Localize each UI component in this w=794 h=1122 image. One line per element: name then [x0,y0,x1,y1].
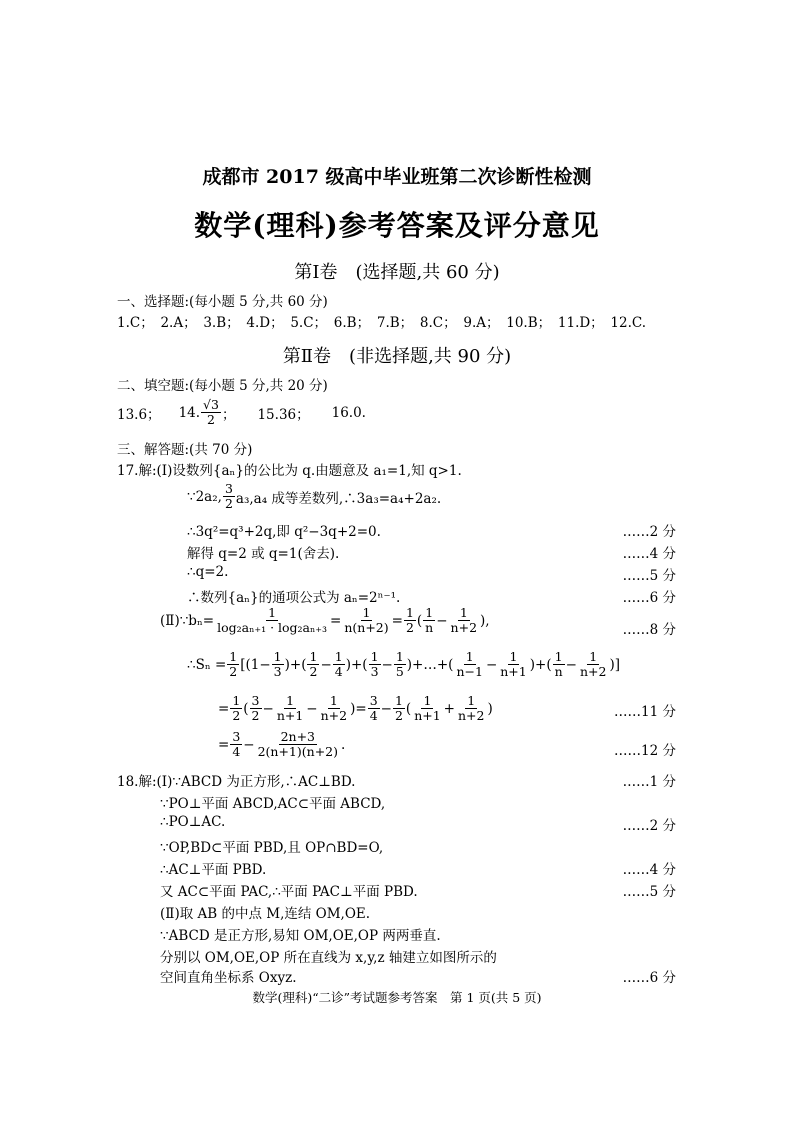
q17-line-3: ∴3q²=q³+2q,即 q²−3q+2=0. [187,524,381,540]
section-3-heading: 三、解答题:(共 70 分) [117,442,253,458]
page-footer: 数学(理科)“二诊”考试题参考答案 第 1 页(共 5 页) [252,990,542,1005]
q18-score-6: ……6 分 [622,970,676,986]
fill-in-answers [117,398,366,427]
answer-key-title: 数学(理科)参考答案及评分意见 [194,209,600,242]
volume-1-heading: 第Ⅰ卷 (选择题,共 60 分) [294,262,500,283]
q17-line-5: ∴q=2. [187,564,229,580]
volume-2-heading: 第Ⅱ卷 (非选择题,共 90 分) [282,346,512,367]
q18-score-1: ……1 分 [622,774,676,790]
q17-score-2: ……2 分 [622,524,676,540]
q17-score-5: ……5 分 [622,568,676,584]
q18-score-5: ……5 分 [622,884,676,900]
q17-line-4: 解得 q=2 或 q=1(舍去). [187,546,340,562]
q17-score-6: ……6 分 [622,590,676,606]
answer-16: 16.0. [331,404,366,421]
q18-line-2: ∵PO⊥平面 ABCD,AC⊂平面 ABCD, [160,796,386,812]
q18-line-10: 空间直角坐标系 Oxyz. [160,970,297,986]
q17-part2-line: (Ⅱ)∵bₙ= $\frac{1}{\text{log₂aₙ₊₁ · log₂aₙ₊₃}}$ = $\frac{1}{n(n+2)}$ = $\frac{1}{2}$ ( $\frac{1}{n}$ − $\frac{1}{n+2}$ ), [160,605,490,635]
q17-line-1: 17.解:(Ⅰ)设数列{aₙ}的公比为 q.由题意及 a₁=1,知 q>1. [117,463,462,479]
q17-score-11: ……11 分 [614,704,676,720]
q17-line-6: ∴数列{aₙ}的通项公式为 aₙ=2ⁿ⁻¹. [187,590,401,606]
section-2-heading: 二、填空题:(每小题 5 分,共 20 分) [117,378,328,394]
answer-15: 15.36； [257,406,310,423]
answer-14-suffix: ； [221,406,236,423]
q17-line-2: ∵2a₂, $\frac{3}{2}$ a₃,a₄ 成等差数列,∴3a₃=a₄+2a₂. [187,481,442,511]
q17-sum-line-3: = $\frac{3}{4}$ − $\frac{2n+3}{2(n+1)(n+2)}$ . [218,729,346,759]
q18-line-4: ∵OP,BD⊂平面 PBD,且 OP∩BD=O, [160,840,384,856]
q17-score-4: ……4 分 [622,546,676,562]
q18-score-4: ……4 分 [622,862,676,878]
answer-13: 13.6； [117,406,161,423]
exam-title: 成都市 2017 级高中毕业班第二次诊断性检测 [202,166,592,188]
q17-score-8: ……8 分 [622,622,676,638]
q18-line-9: 分别以 OM,OE,OP 所在直线为 x,y,z 轴建立如图所示的 [160,950,497,966]
q18-line-6: 又 AC⊂平面 PAC,∴平面 PAC⊥平面 PBD. [160,884,418,900]
q18-line-7: (Ⅱ)取 AB 的中点 M,连结 OM,OE. [160,906,371,922]
q18-line-8: ∵ABCD 是正方形,易知 OM,OE,OP 两两垂直. [160,928,441,944]
q17-score-12: ……12 分 [614,743,676,759]
q17-sum-line-1: ∴Sₙ = $\frac{1}{2}$ [(1− $\frac{1}{3}$ )+( $\frac{1}{2}$ − $\frac{1}{4}$ )+( $\frac{1}{3}$ − $\frac{1}{5}$ )+…+( $\frac{1}{n-1}$ − $\frac{1}{n+1}$ )+( $\frac{1}{n}$ − $\frac{1}{n+2}$ )] [187,649,620,679]
section-1-heading: 一、选择题:(每小题 5 分,共 60 分) [117,294,328,310]
answer-14-prefix: 14. [178,404,201,421]
q17-sum-line-2: = $\frac{1}{2}$ ( $\frac{3}{2}$ − $\frac{1}{n+1}$ − $\frac{1}{n+2}$ )= $\frac{3}{4}$ − $\frac{1}{2}$ ( $\frac{1}{n+1}$ + $\frac{1}{n+2}$ ) [218,693,493,723]
choice-answers: 1.C； 2.A； 3.B； 4.D； 5.C； 6.B； 7.B； 8.C； 9.A； 10.B； 11.D； 12.C. [117,315,647,331]
answer-14-fraction: $\frac{√3}{2}$ [203,397,219,427]
q18-line-1: 18.解:(Ⅰ)∵ABCD 为正方形,∴AC⊥BD. [117,774,356,790]
q18-line-5: ∴AC⊥平面 PBD. [160,862,267,878]
q18-score-2: ……2 分 [622,818,676,834]
q18-line-3: ∴PO⊥AC. [160,814,226,830]
